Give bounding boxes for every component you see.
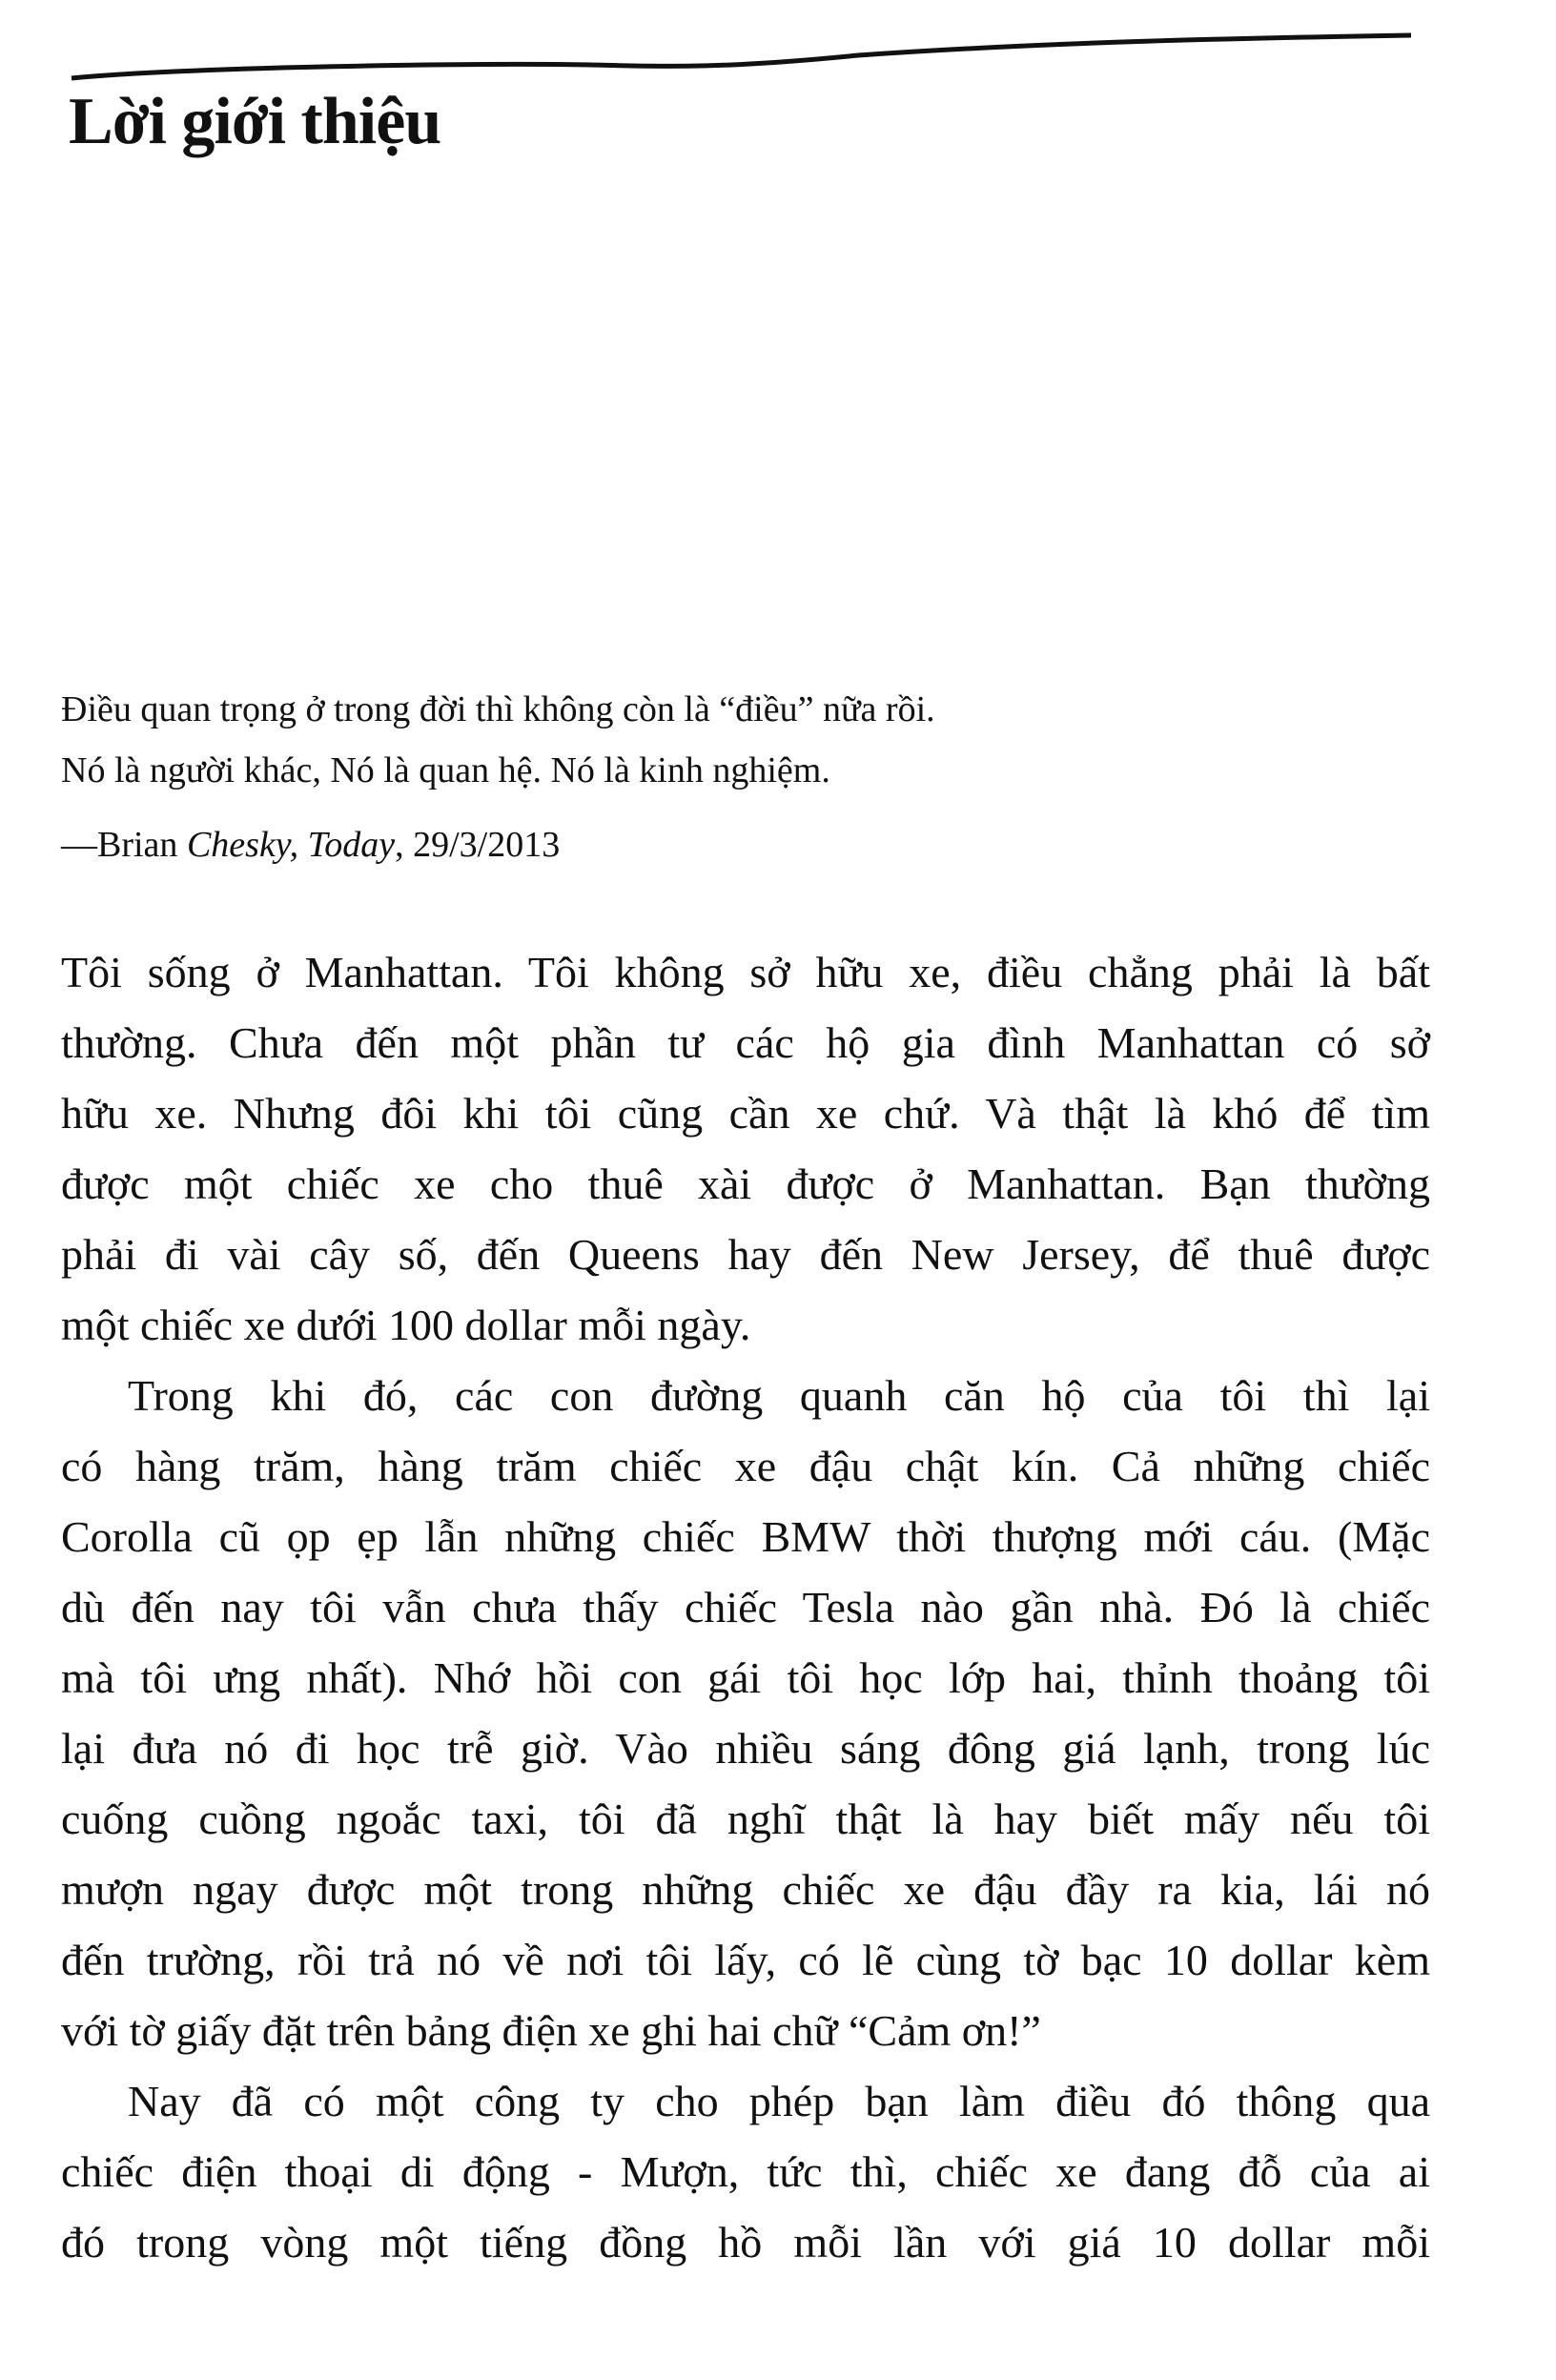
paragraph-line: cuống cuồng ngoắc taxi, tôi đã nghĩ thật là hay biết mấy nếu tôi bbox=[61, 1795, 1430, 1843]
paragraph-line: hữu xe. Nhưng đôi khi tôi cũng cần xe chứ. Và thật là khó để tìm bbox=[61, 1089, 1430, 1138]
attribution-prefix: —Brian bbox=[61, 825, 187, 865]
paragraph-line: Nay đã có một công ty cho phép bạn làm điều đó thông qua bbox=[128, 2077, 1430, 2125]
paragraph-line: đến trường, rồi trả nó về nơi tôi lấy, có lẽ cùng tờ bạc 10 dollar kèm bbox=[61, 1936, 1430, 1984]
paragraph-line: đó trong vòng một tiếng đồng hồ mỗi lần với giá 10 dollar mỗi bbox=[61, 2218, 1430, 2267]
body-text bbox=[61, 937, 1430, 2278]
epigraph-line-2: Nó là người khác, Nó là quan hệ. Nó là kinh nghiệm. bbox=[61, 750, 830, 790]
paragraph-line: lại đưa nó đi học trễ giờ. Vào nhiều sáng đông giá lạnh, trong lúc bbox=[61, 1724, 1430, 1773]
paragraph-line: phải đi vài cây số, đến Queens hay đến New Jersey, để thuê được bbox=[61, 1230, 1430, 1279]
attribution-source: Chesky, Today bbox=[186, 825, 396, 865]
chapter-title: Lời giới thiệu bbox=[69, 85, 441, 158]
epigraph-attribution bbox=[61, 824, 560, 866]
attribution-date: , 29/3/2013 bbox=[395, 825, 561, 865]
paragraph-line: với tờ giấy đặt trên bảng điện xe ghi hai chữ “Cảm ơn!” bbox=[61, 2006, 1041, 2055]
paragraph-line: mà tôi ưng nhất). Nhớ hồi con gái tôi học lớp hai, thỉnh thoảng tôi bbox=[61, 1653, 1430, 1702]
paragraph-line: thường. Chưa đến một phần tư các hộ gia đình Manhattan có sở bbox=[61, 1018, 1430, 1067]
paragraph-line: Tôi sống ở Manhattan. Tôi không sở hữu xe, điều chẳng phải là bất bbox=[61, 948, 1430, 996]
paragraph-line: có hàng trăm, hàng trăm chiếc xe đậu chật kín. Cả những chiếc bbox=[61, 1442, 1430, 1490]
paragraph-line: mượn ngay được một trong những chiếc xe đậu đầy ra kia, lái nó bbox=[61, 1865, 1430, 1914]
paragraph-line: Corolla cũ ọp ẹp lẫn những chiếc BMW thời thượng mới cáu. (Mặc bbox=[61, 1512, 1430, 1561]
paragraph-line: chiếc điện thoại di động - Mượn, tức thì, chiếc xe đang đỗ của ai bbox=[61, 2147, 1430, 2196]
paragraph-line: Trong khi đó, các con đường quanh căn hộ của tôi thì lại bbox=[128, 1371, 1430, 1420]
paragraph-line: một chiếc xe dưới 100 dollar mỗi ngày. bbox=[61, 1301, 751, 1349]
epigraph-line-1: Điều quan trọng ở trong đời thì không còn là “điều” nữa rồi. bbox=[61, 689, 935, 729]
paragraph-line: được một chiếc xe cho thuê xài được ở Manhattan. Bạn thường bbox=[61, 1159, 1430, 1208]
paragraph-line: dù đến nay tôi vẫn chưa thấy chiếc Tesla nào gần nhà. Đó là chiếc bbox=[61, 1583, 1430, 1631]
